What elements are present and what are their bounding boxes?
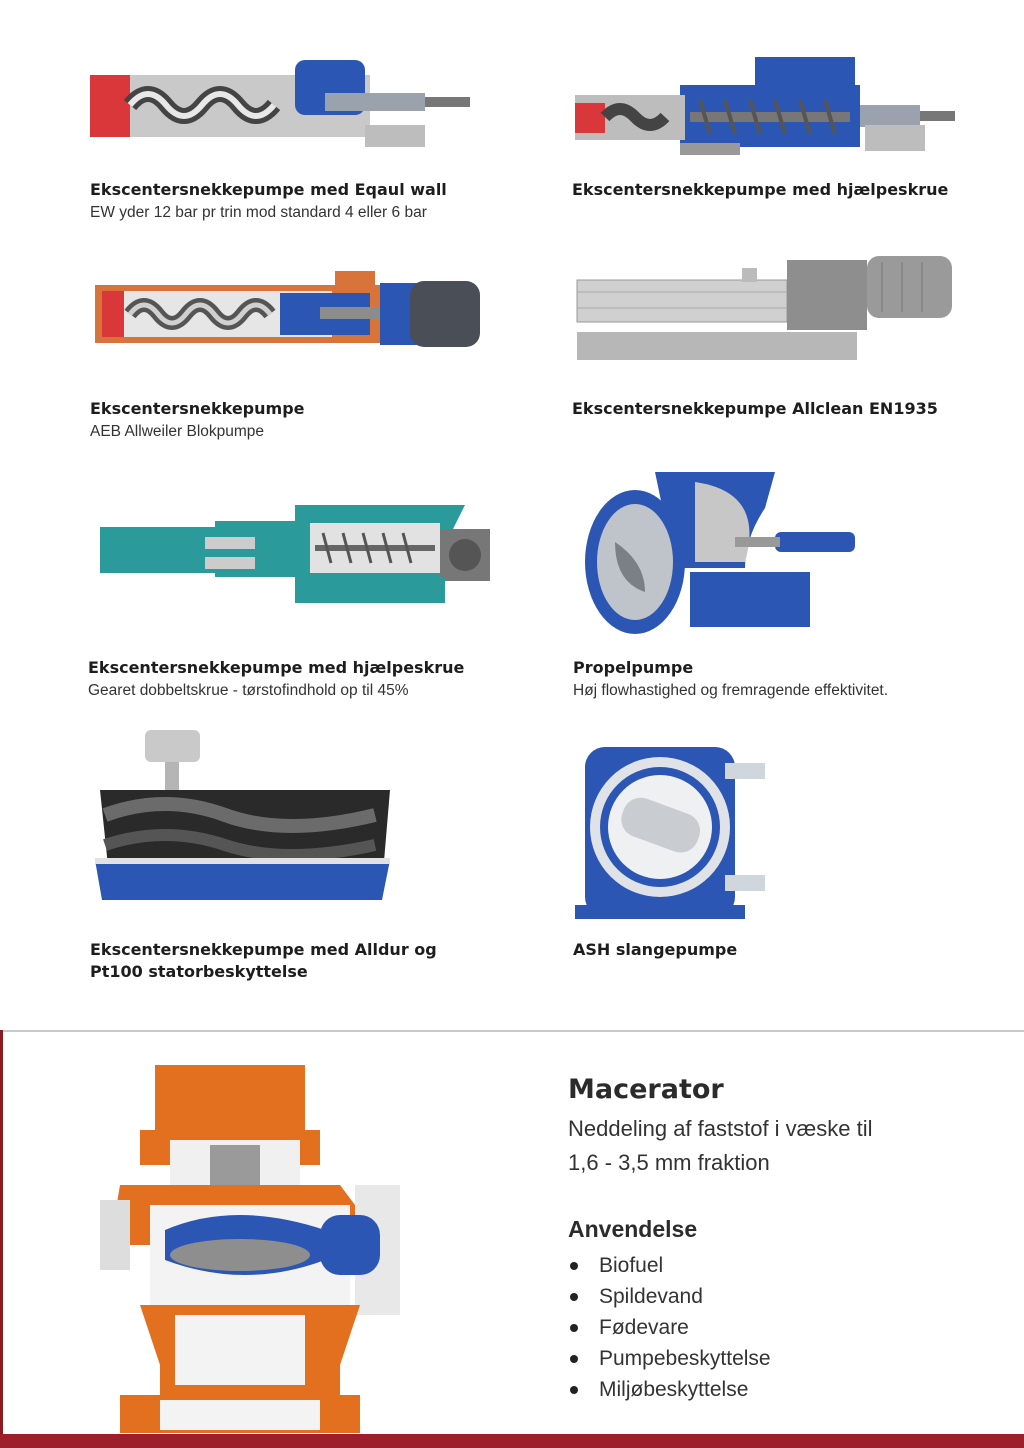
- product-title: Ekscentersnekkepumpe med hjælpeskrue: [88, 658, 465, 677]
- bullet-icon: [570, 1386, 578, 1394]
- bullet-icon: [570, 1293, 578, 1301]
- use-label: Pumpebeskyttelse: [599, 1347, 771, 1370]
- block-pump-image: [90, 255, 490, 360]
- product-title: Ekscentersnekkepumpe Allclean EN1935: [572, 399, 938, 418]
- macerator-subtitle-line2: 1,6 - 3,5 mm fraktion: [568, 1150, 770, 1175]
- footer-accent-bar: [0, 1434, 1024, 1448]
- use-label: Miljøbeskyttelse: [599, 1378, 749, 1401]
- stator-sensor-image: [90, 720, 395, 910]
- macerator-subtitle-line1: Neddeling af faststof i væske til: [568, 1116, 873, 1141]
- product-subtitle: AEB Allweiler Blokpumpe: [90, 423, 265, 440]
- product-title: Ekscentersnekkepumpe med Alldur og: [90, 940, 437, 959]
- product-title: Ekscentersnekkepumpe med hjælpeskrue: [572, 180, 949, 199]
- uses-heading: Anvendelse: [568, 1216, 698, 1242]
- product-title: ASH slangepumpe: [573, 940, 738, 959]
- bullet-icon: [570, 1355, 578, 1363]
- bullet-icon: [570, 1324, 578, 1332]
- macerator-image: [100, 1065, 410, 1435]
- macerator-title: Macerator: [568, 1074, 724, 1105]
- use-label: Fødevare: [599, 1316, 689, 1339]
- product-title-line2: Pt100 statorbeskyttelse: [90, 962, 308, 981]
- list-item: [568, 1374, 771, 1405]
- propeller-pump-image: [575, 462, 875, 642]
- product-title: Ekscentersnekkepumpe med Eqaul wall: [90, 180, 447, 199]
- uses-list: [568, 1250, 771, 1405]
- list-item: [568, 1281, 771, 1312]
- twin-screw-pump-image: [95, 495, 495, 615]
- section-divider: [0, 1030, 1024, 1032]
- product-subtitle: Gearet dobbeltskrue - tørstofindhold op til 45%: [88, 682, 409, 699]
- stainless-pump-image: [572, 250, 962, 365]
- use-label: Biofuel: [599, 1254, 664, 1277]
- product-title: Propelpumpe: [573, 658, 694, 677]
- hopper-pump-image: [570, 55, 960, 160]
- list-item: [568, 1343, 771, 1374]
- hose-pump-image: [575, 745, 775, 925]
- macerator-subtitle: [568, 1112, 988, 1180]
- product-title: Ekscentersnekkepumpe: [90, 399, 305, 418]
- progressive-cavity-pump-image: [85, 55, 485, 160]
- product-subtitle: EW yder 12 bar pr trin mod standard 4 eller 6 bar: [90, 204, 427, 221]
- bullet-icon: [570, 1262, 578, 1270]
- list-item: [568, 1312, 771, 1343]
- list-item: [568, 1250, 771, 1281]
- product-subtitle: Høj flowhastighed og fremragende effektivitet.: [573, 682, 889, 699]
- accent-bar-left: [0, 1030, 3, 1448]
- use-label: Spildevand: [599, 1285, 703, 1308]
